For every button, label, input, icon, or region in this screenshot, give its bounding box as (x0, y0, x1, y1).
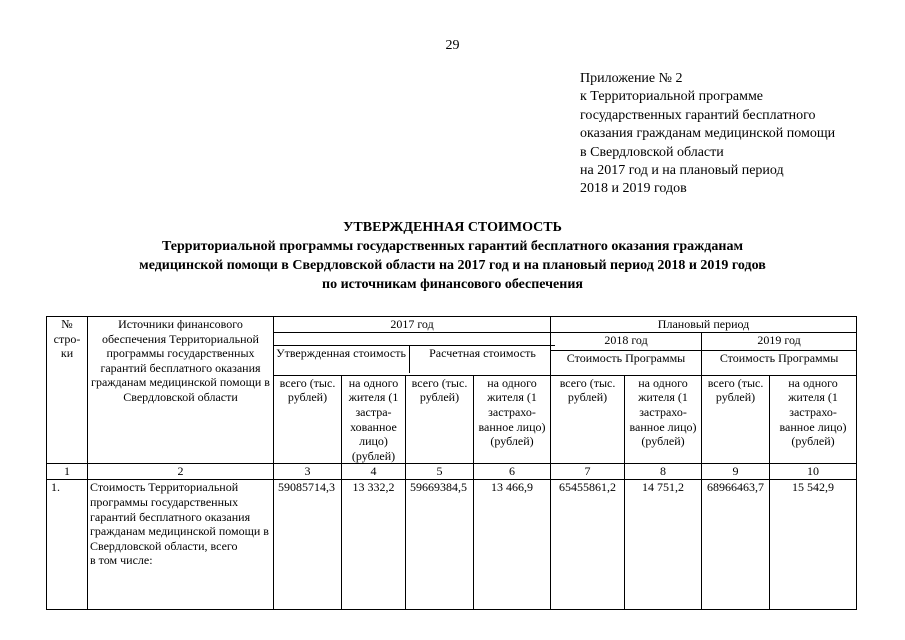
header-2018: 2018 год (551, 332, 702, 350)
header-2019: 2019 год (702, 332, 857, 350)
column-number: 1 (47, 464, 88, 480)
header-2017: 2017 год (274, 317, 551, 333)
table-row (47, 480, 857, 610)
row-label-text: Стоимость Территориальной программы государственных гарантий бесплатного оказания гражданам медицинской помощи в Свердловской области, всего (90, 480, 269, 553)
title-line: медицинской помощи в Свердловской области на 2017 год и на плановый период 2018 и 2019 годов (139, 258, 766, 273)
header-total-2018: всего (тыс. рублей) (551, 375, 625, 464)
appendix-line: к Территориальной программе (580, 89, 764, 105)
header-row-number: № стро-ки (47, 317, 88, 464)
column-number: 10 (770, 464, 857, 480)
header-total-2017-approved: всего (тыс. рублей) (274, 375, 342, 464)
title-line: по источникам финансового обеспечения (322, 277, 583, 292)
header-source-continued: гражданам медицинской помощи в Свердловской области (88, 375, 274, 464)
header-calculated-cost: Расчетная стоимость (429, 346, 536, 360)
column-number: 8 (625, 464, 702, 480)
column-number: 2 (88, 464, 274, 480)
header-per-capita-2019: на одного жителя (1 застрахо-ванное лицо) (рублей) (770, 375, 857, 464)
header-approved-cost: Утвержденная стоимость (276, 346, 406, 360)
column-number: 7 (551, 464, 625, 480)
appendix-line: оказания гражданам медицинской помощи (580, 126, 836, 142)
value-total-2017-approved: 59085714,3 (274, 480, 342, 610)
value-total-2019: 68966463,7 (702, 480, 770, 610)
header-program-cost-2018: Стоимость Программы (551, 350, 702, 375)
value-per-capita-2017-calculated: 13 466,9 (474, 480, 551, 610)
page-number: 29 (445, 38, 460, 53)
value-per-capita-2018: 14 751,2 (625, 480, 702, 610)
column-number-row (47, 464, 857, 480)
appendix-line: на 2017 год и на плановый период (580, 163, 784, 179)
appendix-line: 2018 и 2019 годов (580, 181, 687, 197)
header-total-2019: всего (тыс. рублей) (702, 375, 770, 464)
value-total-2017-calculated: 59669384,5 (406, 480, 474, 610)
divider (409, 345, 410, 373)
document-title (0, 218, 905, 294)
appendix-heading (580, 70, 835, 199)
appendix-line: государственных гарантий бесплатного (580, 107, 816, 123)
value-per-capita-2017-approved: 13 332,2 (342, 480, 406, 610)
header-planned-period: Плановый период (551, 317, 857, 333)
column-number: 6 (474, 464, 551, 480)
row-number: 1. (47, 480, 88, 610)
column-number: 5 (406, 464, 474, 480)
row-label-tail: в том числе: (90, 553, 153, 568)
column-number: 3 (274, 464, 342, 480)
header-source: Источники финансового обеспечения Территориальной программы государственных гарантий бесплатного оказания (88, 317, 274, 376)
value-per-capita-2019: 15 542,9 (770, 480, 857, 610)
column-number: 4 (342, 464, 406, 480)
title-line: УТВЕРЖДЕННАЯ СТОИМОСТЬ (343, 220, 562, 235)
header-per-capita-2018: на одного жителя (1 застрахо-ванное лицо) (рублей) (625, 375, 702, 464)
appendix-line: Приложение № 2 (580, 71, 683, 86)
row-label (88, 480, 274, 610)
header-per-capita-2017-calculated: на одного жителя (1 застрахо-ванное лицо) (рублей) (474, 375, 551, 464)
value-total-2018: 65455861,2 (551, 480, 625, 610)
divider (273, 345, 555, 346)
subheader-2017-overlay (273, 347, 555, 372)
header-per-capita-2017-approved: на одного жителя (1 застра-хованное лицо) (рублей) (342, 375, 406, 464)
header-program-cost-2019: Стоимость Программы (702, 350, 857, 375)
header-total-2017-calculated: всего (тыс. рублей) (406, 375, 474, 464)
column-number: 9 (702, 464, 770, 480)
title-line: Территориальной программы государственных гарантий бесплатного оказания гражданам (162, 239, 743, 254)
appendix-line: в Свердловской области (580, 144, 724, 160)
